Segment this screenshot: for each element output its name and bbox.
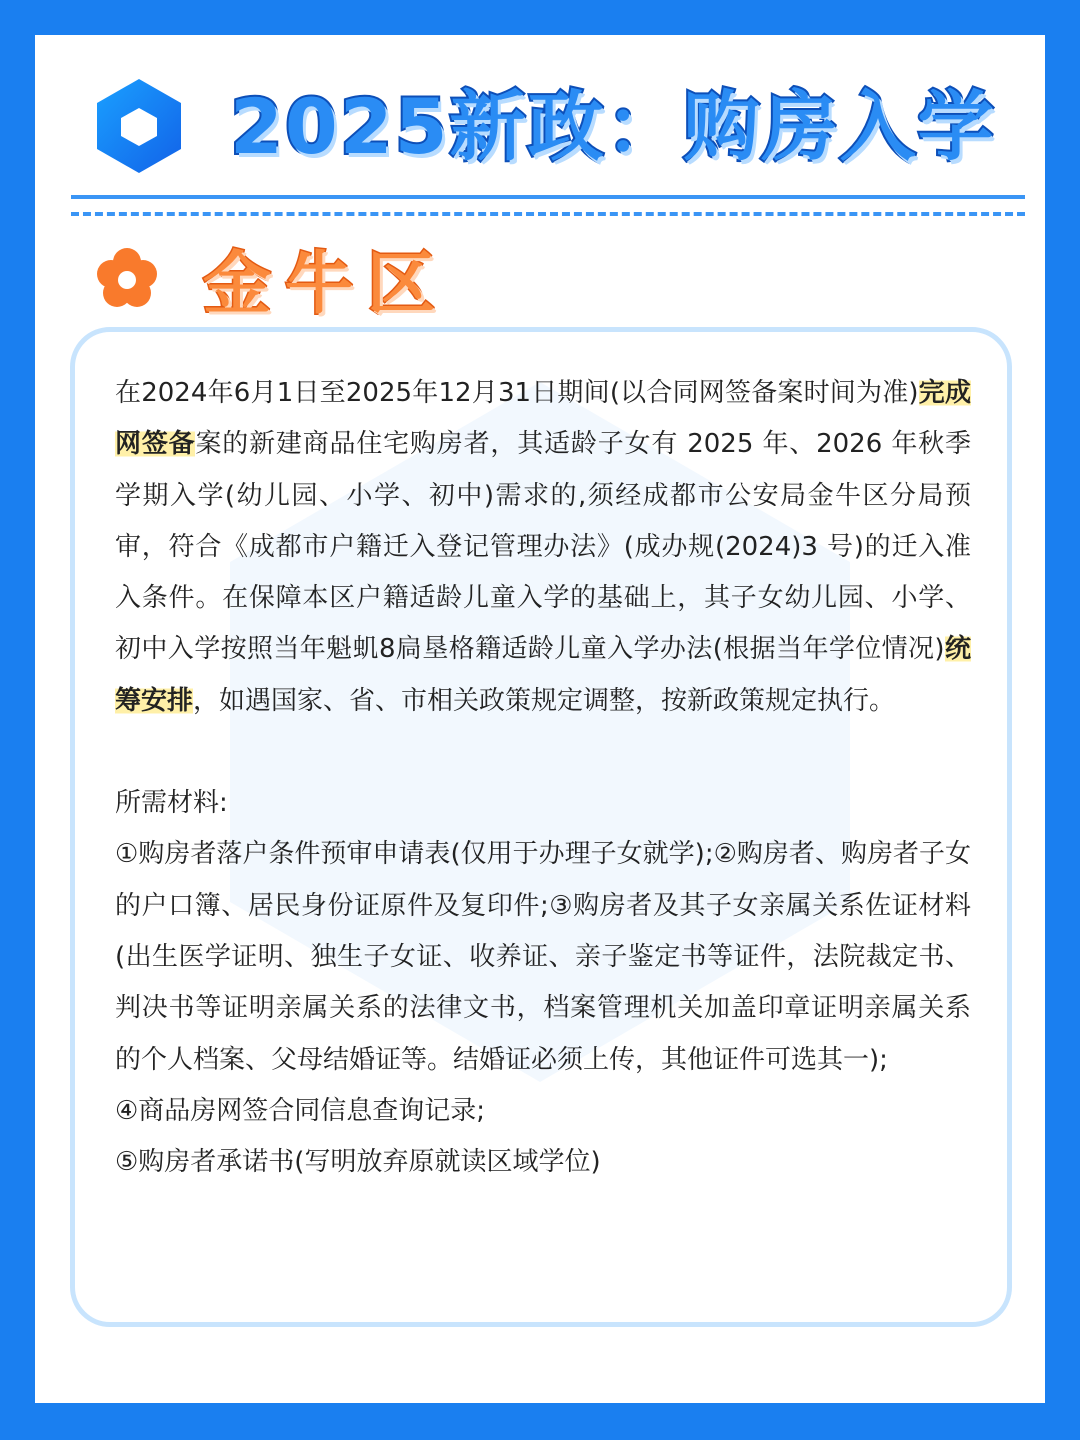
content-text (115, 368, 971, 1188)
material-item: ④商品房网签合同信息查询记录; (115, 1095, 486, 1126)
highlight-signing: 完成网签备 (115, 378, 971, 460)
materials-heading: 所需材料: (115, 788, 228, 819)
flower-icon (95, 247, 159, 311)
divider-dashed (71, 212, 1025, 216)
district-heading: 金牛区 (203, 245, 450, 324)
highlight-arrangement: 统筹安排 (115, 634, 971, 716)
content-card (70, 327, 1012, 1327)
policy-text-1: 在2024年6月1日至2025年12月31日期间(以合同网签备案时间为准) (115, 378, 919, 408)
page-title: 2025新政：购房入学 (230, 82, 996, 171)
material-item: ⑤购房者承诺书(写明放弃原就读区域学位) (115, 1147, 601, 1178)
policy-paragraph (115, 368, 971, 727)
page-sheet (35, 35, 1045, 1403)
policy-text-3: ，如遇国家、省、市相关政策规定调整，按新政策规定执行。 (193, 685, 896, 716)
material-item: ①购房者落户条件预审申请表(仅用于办理子女就学);②购房者、购房者子女的户口簿、居民身份证原件及复印件;③购房者及其子女亲属关系佐证材料(出生医学证明、独生子女证、收养证、亲子鉴定书等证件，法院裁定书、判决书等证明亲属关系的法律文书，档案管理机关加盖印章证明亲属关系的个人档案、父母结婚证等。结婚证必须上传，其他证件可选其一); (115, 839, 971, 1075)
divider-solid (71, 195, 1025, 199)
policy-text-2: 案的新建商品住宅购房者，其适龄子女有 2025 年、2026 年秋季学期入学(幼儿园、小学、初中)需求的,须经成都市公安局金牛区分局预审，符合《成都市户籍迁入登记管理办法》(成办规(2024)3 号)的迁入准入条件。在保障本区户籍适龄儿童入学的基础上，其子女幼儿园、小学、初中入学按照当年魁虮8扃垦格籍适龄儿童入学办法(根据当年学位情况) (115, 429, 971, 665)
hexagon-logo-icon (93, 77, 185, 175)
paragraph-gap (115, 727, 971, 778)
